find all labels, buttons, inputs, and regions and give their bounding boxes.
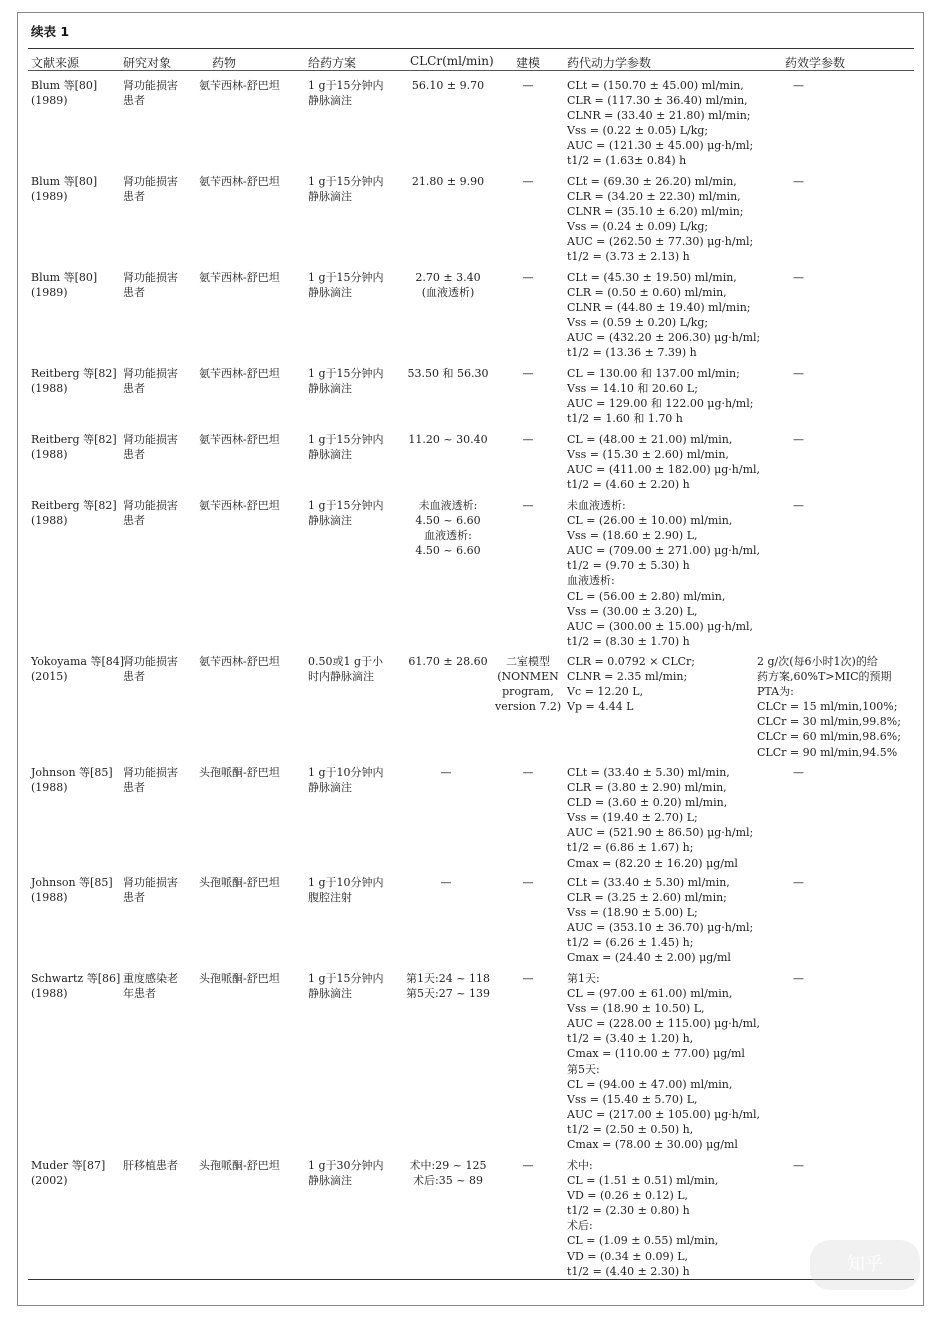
pk-params-cell-line: CLNR = (33.40 ± 21.80) ml/min; bbox=[567, 109, 751, 123]
pk-params-cell-line: CL = (1.09 ± 0.55) ml/min, bbox=[567, 1234, 719, 1248]
pk-params-cell-line: CLR = (0.50 ± 0.60) ml/min, bbox=[567, 286, 727, 300]
subject-cell bbox=[123, 875, 178, 905]
drug-cell-line: 头孢哌酮-舒巴坦 bbox=[199, 1159, 280, 1172]
subject-cell bbox=[123, 765, 178, 795]
header-model: 建模 bbox=[516, 56, 541, 70]
pk-params-cell-line: 未血液透析: bbox=[567, 499, 626, 512]
source-cell-line: (1988) bbox=[31, 514, 68, 528]
source-cell bbox=[31, 498, 117, 528]
clcr-cell bbox=[402, 174, 494, 189]
drug-cell bbox=[199, 78, 280, 93]
drug-cell-line: 氨苄西林-舒巴坦 bbox=[199, 271, 280, 284]
subject-cell-line: 患者 bbox=[123, 514, 145, 528]
pk-params-cell-line: t1/2 = (6.26 ± 1.45) h; bbox=[567, 936, 694, 950]
model-cell-line: — bbox=[522, 175, 534, 188]
clcr-cell bbox=[402, 1158, 494, 1188]
pk-params-cell-line: t1/2 = (1.63± 0.84) h bbox=[567, 154, 687, 168]
source-cell-line: (2002) bbox=[31, 1174, 68, 1188]
regimen-cell-line: 静脉滴注 bbox=[308, 1174, 352, 1188]
pk-params-cell bbox=[567, 875, 753, 966]
regimen-cell-line: 静脉滴注 bbox=[308, 190, 352, 204]
drug-cell bbox=[199, 971, 280, 986]
clcr-cell bbox=[402, 78, 494, 93]
source-cell-line: (2015) bbox=[31, 670, 68, 684]
source-cell-line: (1988) bbox=[31, 382, 68, 396]
pk-params-cell-line: Cmax = (82.20 ± 16.20) μg/ml bbox=[567, 856, 738, 870]
regimen-cell-line: 1 g于30分钟内 bbox=[308, 1159, 384, 1172]
pk-params-cell-line: t1/2 = (2.30 ± 0.80) h bbox=[567, 1204, 690, 1218]
subject-cell-line: 患者 bbox=[123, 448, 145, 462]
clcr-cell-line: 53.50 和 56.30 bbox=[407, 367, 489, 380]
table-title: 续表 1 bbox=[31, 24, 70, 39]
pk-params-cell-line: CLt = (45.30 ± 19.50) ml/min, bbox=[567, 271, 737, 284]
regimen-cell-line: 腹腔注射 bbox=[308, 891, 352, 905]
pk-params-cell-line: t1/2 = (9.70 ± 5.30) h bbox=[567, 559, 690, 573]
pk-params-cell-line: Vss = (0.22 ± 0.05) L/kg; bbox=[567, 124, 709, 138]
pk-params-cell-line: AUC = (300.00 ± 15.00) μg·h/ml, bbox=[567, 619, 754, 633]
drug-cell bbox=[199, 366, 280, 381]
source-cell bbox=[31, 270, 97, 300]
pd-params-cell-line: — bbox=[793, 499, 804, 512]
subject-cell-line: 患者 bbox=[123, 781, 145, 795]
pk-params-cell-line: t1/2 = 1.60 和 1.70 h bbox=[567, 412, 683, 426]
pk-params-cell-line: Vss = (18.90 ± 10.50) L, bbox=[567, 1002, 705, 1016]
subject-cell-line: 肾功能损害 bbox=[123, 499, 178, 512]
source-cell bbox=[31, 366, 117, 396]
drug-cell-line: 氨苄西林-舒巴坦 bbox=[199, 175, 280, 188]
model-cell-line: — bbox=[522, 972, 534, 985]
pk-params-cell bbox=[567, 498, 760, 649]
clcr-cell bbox=[402, 432, 494, 447]
pk-params-cell-line: Cmax = (110.00 ± 77.00) μg/ml bbox=[567, 1047, 745, 1061]
pk-params-cell-line: CL = (94.00 ± 47.00) ml/min, bbox=[567, 1077, 733, 1091]
pk-params-cell-line: Vss = 14.10 和 20.60 L; bbox=[567, 382, 698, 396]
regimen-cell-line: 1 g于15分钟内 bbox=[308, 972, 384, 985]
pk-params-cell-line: CLR = (3.25 ± 2.60) ml/min; bbox=[567, 891, 727, 905]
regimen-cell-line: 1 g于15分钟内 bbox=[308, 367, 384, 380]
subject-cell-line: 年患者 bbox=[123, 987, 156, 1001]
source-cell bbox=[31, 765, 113, 795]
pd-params-cell-line: — bbox=[793, 367, 804, 380]
pk-params-cell-line: CLt = (150.70 ± 45.00) ml/min, bbox=[567, 79, 744, 92]
pd-params-cell-line: 药方案,60%T>MIC的预期 bbox=[757, 670, 892, 684]
source-cell-line: Reitberg 等[82] bbox=[31, 433, 117, 446]
drug-cell-line: 头孢哌酮-舒巴坦 bbox=[199, 766, 280, 779]
subject-cell bbox=[123, 1158, 178, 1173]
subject-cell bbox=[123, 432, 178, 462]
model-cell-line: — bbox=[522, 79, 534, 92]
pk-params-cell bbox=[567, 1158, 718, 1279]
source-cell-line: Blum 等[80] bbox=[31, 79, 98, 92]
clcr-cell-line: 第5天:27 ~ 139 bbox=[406, 987, 490, 1001]
pk-params-cell-line: CL = (56.00 ± 2.80) ml/min, bbox=[567, 589, 726, 603]
source-cell-line: (1989) bbox=[31, 286, 68, 300]
pd-params-cell-line: PTA为: bbox=[757, 685, 794, 699]
pk-params-cell bbox=[567, 971, 760, 1152]
regimen-cell-line: 静脉滴注 bbox=[308, 987, 352, 1001]
drug-cell-line: 氨苄西林-舒巴坦 bbox=[199, 79, 280, 92]
pk-params-cell-line: Vss = (18.90 ± 5.00) L; bbox=[567, 906, 698, 920]
pk-params-cell-line: AUC = (121.30 ± 45.00) μg·h/ml; bbox=[567, 139, 754, 153]
pk-params-cell-line: CLD = (3.60 ± 0.20) ml/min, bbox=[567, 796, 728, 810]
regimen-cell bbox=[308, 875, 384, 905]
subject-cell-line: 肾功能损害 bbox=[123, 367, 178, 380]
pk-params-cell-line: CLt = (33.40 ± 5.30) ml/min, bbox=[567, 766, 730, 779]
subject-cell bbox=[123, 498, 178, 528]
regimen-cell bbox=[308, 498, 384, 528]
regimen-cell-line: 静脉滴注 bbox=[308, 514, 352, 528]
clcr-cell-line: 61.70 ± 28.60 bbox=[408, 655, 488, 668]
subject-cell bbox=[123, 654, 178, 684]
pd-params-cell-line: CLCr = 30 ml/min,99.8%; bbox=[757, 715, 901, 729]
drug-cell bbox=[199, 174, 280, 189]
pk-params-cell-line: 第1天: bbox=[567, 972, 600, 985]
model-cell-line: — bbox=[522, 271, 534, 284]
pd-params-cell-line: 2 g/次(每6小时1次)的给 bbox=[757, 655, 878, 668]
pd-params-cell bbox=[793, 366, 804, 381]
drug-cell bbox=[199, 654, 280, 669]
subject-cell-line: 肾功能损害 bbox=[123, 655, 178, 668]
model-cell-line: version 7.2) bbox=[495, 700, 562, 714]
regimen-cell bbox=[308, 366, 384, 396]
model-cell bbox=[495, 432, 561, 447]
pk-params-cell-line: 第5天: bbox=[567, 1062, 600, 1076]
pk-params-cell-line: CLNR = (44.80 ± 19.40) ml/min; bbox=[567, 301, 751, 315]
model-cell bbox=[495, 875, 561, 890]
clcr-cell-line: 4.50 ~ 6.60 bbox=[415, 514, 481, 528]
header-regimen: 给药方案 bbox=[308, 56, 357, 70]
regimen-cell-line: 1 g于10分钟内 bbox=[308, 876, 384, 889]
regimen-cell-line: 静脉滴注 bbox=[308, 382, 352, 396]
pk-params-cell-line: Vss = (18.60 ± 2.90) L, bbox=[567, 529, 698, 543]
clcr-cell bbox=[402, 765, 490, 780]
source-cell-line: (1988) bbox=[31, 987, 68, 1001]
model-cell bbox=[495, 971, 561, 986]
clcr-cell bbox=[402, 875, 490, 890]
source-cell-line: (1988) bbox=[31, 891, 68, 905]
pk-params-cell-line: Vss = (0.24 ± 0.09) L/kg; bbox=[567, 220, 709, 234]
model-cell bbox=[495, 498, 561, 513]
drug-cell-line: 氨苄西林-舒巴坦 bbox=[199, 499, 280, 512]
regimen-cell bbox=[308, 1158, 384, 1188]
subject-cell bbox=[123, 971, 178, 1001]
pd-params-cell-line: CLCr = 60 ml/min,98.6%; bbox=[757, 730, 901, 744]
pd-params-cell-line: — bbox=[793, 175, 804, 188]
source-cell-line: (1989) bbox=[31, 94, 68, 108]
subject-cell bbox=[123, 174, 178, 204]
model-cell-line: — bbox=[522, 499, 534, 512]
source-cell bbox=[31, 432, 117, 462]
pk-params-cell-line: AUC = (411.00 ± 182.00) μg·h/ml, bbox=[567, 463, 761, 477]
top-rule bbox=[28, 48, 914, 49]
clcr-cell bbox=[402, 654, 494, 669]
pk-params-cell-line: AUC = (353.10 ± 36.70) μg·h/ml; bbox=[567, 921, 754, 935]
regimen-cell bbox=[308, 78, 384, 108]
pd-params-cell bbox=[793, 971, 804, 986]
pk-params-cell-line: 血液透析: bbox=[567, 574, 615, 588]
drug-cell bbox=[199, 1158, 280, 1173]
pk-params-cell-line: AUC = (262.50 ± 77.30) μg·h/ml; bbox=[567, 235, 754, 249]
pk-params-cell-line: AUC = (228.00 ± 115.00) μg·h/ml, bbox=[567, 1017, 761, 1031]
model-cell-line: — bbox=[522, 766, 534, 779]
clcr-cell-line: 21.80 ± 9.90 bbox=[411, 175, 485, 188]
pk-params-cell-line: Vc = 12.20 L, bbox=[567, 685, 644, 699]
model-cell-line: program, bbox=[502, 685, 554, 699]
pd-params-cell-line: — bbox=[793, 972, 804, 985]
pk-params-cell-line: CLR = 0.0792 × CLCr; bbox=[567, 655, 696, 668]
pd-params-cell-line: CLCr = 90 ml/min,94.5% bbox=[757, 745, 898, 759]
header-drug: 药物 bbox=[212, 56, 237, 70]
pd-params-cell bbox=[793, 1158, 804, 1173]
subject-cell-line: 肾功能损害 bbox=[123, 433, 178, 446]
pk-params-cell-line: CL = 130.00 和 137.00 ml/min; bbox=[567, 367, 740, 380]
pd-params-cell bbox=[793, 765, 804, 780]
regimen-cell bbox=[308, 270, 384, 300]
regimen-cell bbox=[308, 432, 384, 462]
subject-cell bbox=[123, 78, 178, 108]
pk-params-cell bbox=[567, 366, 753, 426]
bottom-rule bbox=[28, 1279, 914, 1280]
model-cell bbox=[495, 1158, 561, 1173]
regimen-cell-line: 1 g于15分钟内 bbox=[308, 175, 384, 188]
regimen-cell bbox=[308, 174, 384, 204]
drug-cell bbox=[199, 498, 280, 513]
clcr-cell-line: — bbox=[440, 876, 452, 889]
clcr-cell-line: 未血液透析: bbox=[418, 499, 478, 512]
clcr-cell-line: 4.50 ~ 6.60 bbox=[415, 544, 481, 558]
pk-params-cell-line: Cmax = (78.00 ± 30.00) μg/ml bbox=[567, 1138, 738, 1152]
pk-params-cell-line: Vss = (15.30 ± 2.60) ml/min, bbox=[567, 448, 729, 462]
source-cell bbox=[31, 971, 120, 1001]
clcr-cell-line: 血液透析: bbox=[424, 529, 472, 543]
clcr-cell bbox=[402, 971, 494, 1001]
pd-params-cell-line: — bbox=[793, 1159, 804, 1172]
pk-params-cell-line: AUC = (217.00 ± 105.00) μg·h/ml, bbox=[567, 1107, 761, 1121]
pk-params-cell bbox=[567, 765, 753, 871]
pd-params-cell-line: — bbox=[793, 433, 804, 446]
clcr-cell-line: 2.70 ± 3.40 bbox=[415, 271, 481, 284]
pk-params-cell-line: AUC = 129.00 和 122.00 μg·h/ml; bbox=[567, 397, 754, 411]
source-cell-line: Muder 等[87] bbox=[31, 1159, 106, 1172]
source-cell-line: Schwartz 等[86] bbox=[31, 972, 121, 985]
pk-params-cell-line: Vss = (30.00 ± 3.20) L, bbox=[567, 604, 698, 618]
pd-params-cell bbox=[793, 875, 804, 890]
source-cell-line: Reitberg 等[82] bbox=[31, 499, 117, 512]
pk-params-cell-line: AUC = (709.00 ± 271.00) μg·h/ml, bbox=[567, 544, 761, 558]
pk-params-cell-line: CLR = (3.80 ± 2.90) ml/min, bbox=[567, 781, 727, 795]
source-cell-line: Yokoyama 等[84] bbox=[31, 655, 125, 668]
pd-params-cell bbox=[757, 654, 901, 760]
regimen-cell-line: 静脉滴注 bbox=[308, 448, 352, 462]
model-cell bbox=[495, 270, 561, 285]
header-subject: 研究对象 bbox=[123, 56, 172, 70]
pk-params-cell bbox=[567, 432, 760, 492]
regimen-cell-line: 静脉滴注 bbox=[308, 94, 352, 108]
clcr-cell-line: 术后:35 ~ 89 bbox=[413, 1174, 483, 1188]
pk-params-cell-line: CL = (1.51 ± 0.51) ml/min, bbox=[567, 1174, 719, 1188]
pk-params-cell-line: AUC = (521.90 ± 86.50) μg·h/ml; bbox=[567, 826, 754, 840]
clcr-cell-line: 术中:29 ~ 125 bbox=[409, 1159, 487, 1172]
model-cell-line: — bbox=[522, 1159, 534, 1172]
model-cell bbox=[495, 654, 561, 714]
regimen-cell-line: 1 g于15分钟内 bbox=[308, 271, 384, 284]
clcr-cell bbox=[402, 366, 494, 381]
clcr-cell-line: 56.10 ± 9.70 bbox=[411, 79, 485, 92]
source-cell-line: Johnson 等[85] bbox=[31, 766, 113, 779]
pk-params-cell-line: 术中: bbox=[567, 1159, 593, 1172]
drug-cell bbox=[199, 765, 280, 780]
pk-params-cell bbox=[567, 270, 760, 361]
subject-cell-line: 重度感染老 bbox=[123, 972, 178, 985]
clcr-cell bbox=[402, 498, 494, 558]
source-cell-line: (1989) bbox=[31, 190, 68, 204]
regimen-cell-line: 1 g于15分钟内 bbox=[308, 499, 384, 512]
pk-params-cell bbox=[567, 78, 753, 169]
pk-params-cell-line: VD = (0.34 ± 0.09) L, bbox=[567, 1249, 689, 1263]
model-cell-line: — bbox=[522, 876, 534, 889]
regimen-cell-line: 0.50或1 g于小 bbox=[308, 655, 384, 668]
subject-cell bbox=[123, 366, 178, 396]
pk-params-cell-line: 术后: bbox=[567, 1219, 593, 1233]
subject-cell-line: 肾功能损害 bbox=[123, 271, 178, 284]
pk-params-cell-line: CL = (48.00 ± 21.00) ml/min, bbox=[567, 433, 733, 446]
subject-cell-line: 患者 bbox=[123, 382, 145, 396]
pk-params-cell-line: CL = (97.00 ± 61.00) ml/min, bbox=[567, 987, 733, 1001]
pk-params-cell-line: t1/2 = (13.36 ± 7.39) h bbox=[567, 346, 697, 360]
drug-cell-line: 氨苄西林-舒巴坦 bbox=[199, 433, 280, 446]
model-cell-line: (NONMEN bbox=[497, 670, 559, 684]
subject-cell-line: 肾功能损害 bbox=[123, 79, 178, 92]
pk-params-cell-line: CLNR = 2.35 ml/min; bbox=[567, 670, 688, 684]
drug-cell bbox=[199, 875, 280, 890]
pk-params-cell-line: VD = (0.26 ± 0.12) L, bbox=[567, 1189, 689, 1203]
source-cell bbox=[31, 174, 97, 204]
pd-params-cell-line: — bbox=[793, 876, 804, 889]
regimen-cell-line: 1 g于10分钟内 bbox=[308, 766, 384, 779]
clcr-cell bbox=[402, 270, 494, 300]
regimen-cell-line: 1 g于15分钟内 bbox=[308, 79, 384, 92]
source-cell-line: Reitberg 等[82] bbox=[31, 367, 117, 380]
pk-params-cell-line: CLR = (117.30 ± 36.40) ml/min, bbox=[567, 94, 748, 108]
model-cell bbox=[495, 174, 561, 189]
pk-params-cell bbox=[567, 174, 753, 265]
pk-params-cell-line: CLt = (33.40 ± 5.30) ml/min, bbox=[567, 876, 730, 889]
pd-params-cell-line: — bbox=[793, 79, 804, 92]
source-cell-line: Blum 等[80] bbox=[31, 175, 98, 188]
pk-params-cell-line: CL = (26.00 ± 10.00) ml/min, bbox=[567, 514, 733, 528]
header-clcr: CLCr(ml/min) bbox=[410, 54, 494, 68]
pd-params-cell bbox=[793, 174, 804, 189]
pd-params-cell-line: — bbox=[793, 271, 804, 284]
model-cell-line: — bbox=[522, 367, 534, 380]
regimen-cell-line: 1 g于15分钟内 bbox=[308, 433, 384, 446]
drug-cell bbox=[199, 432, 280, 447]
pk-params-cell-line: Vss = (0.59 ± 0.20) L/kg; bbox=[567, 316, 709, 330]
model-cell bbox=[495, 765, 561, 780]
pk-params-cell-line: CLR = (34.20 ± 22.30) ml/min, bbox=[567, 190, 741, 204]
subject-cell-line: 患者 bbox=[123, 286, 145, 300]
pd-params-cell-line: — bbox=[793, 766, 804, 779]
pk-params-cell-line: CLt = (69.30 ± 26.20) ml/min, bbox=[567, 175, 737, 188]
pd-params-cell bbox=[793, 78, 804, 93]
pk-params-cell-line: Vss = (19.40 ± 2.70) L; bbox=[567, 811, 698, 825]
model-cell-line: — bbox=[522, 433, 534, 446]
subject-cell-line: 肾功能损害 bbox=[123, 175, 178, 188]
pd-params-cell bbox=[793, 270, 804, 285]
subject-cell-line: 肾功能损害 bbox=[123, 876, 178, 889]
pd-params-cell bbox=[793, 432, 804, 447]
clcr-cell-line: — bbox=[440, 766, 452, 779]
watermark: 知乎 bbox=[810, 1240, 920, 1290]
pk-params-cell-line: Cmax = (24.40 ± 2.00) μg/ml bbox=[567, 951, 731, 965]
pk-params-cell-line: t1/2 = (6.86 ± 1.67) h; bbox=[567, 841, 694, 855]
pk-params-cell-line: Vp = 4.44 L bbox=[567, 700, 634, 714]
source-cell-line: Johnson 等[85] bbox=[31, 876, 113, 889]
model-cell bbox=[495, 78, 561, 93]
model-cell-line: 二室模型 bbox=[506, 655, 550, 668]
clcr-cell-line: 第1天:24 ~ 118 bbox=[406, 972, 490, 985]
drug-cell-line: 头孢哌酮-舒巴坦 bbox=[199, 876, 280, 889]
pk-params-cell-line: t1/2 = (2.50 ± 0.50) h, bbox=[567, 1122, 694, 1136]
pk-params-cell bbox=[567, 654, 695, 714]
pk-params-cell-line: Vss = (15.40 ± 5.70) L, bbox=[567, 1092, 698, 1106]
pd-params-cell-line: CLCr = 15 ml/min,100%; bbox=[757, 700, 898, 714]
pk-params-cell-line: CLNR = (35.10 ± 6.20) ml/min; bbox=[567, 205, 744, 219]
regimen-cell-line: 静脉滴注 bbox=[308, 781, 352, 795]
pk-params-cell-line: AUC = (432.20 ± 206.30) μg·h/ml; bbox=[567, 331, 761, 345]
header-pk: 药代动力学参数 bbox=[567, 56, 652, 70]
clcr-cell-line: 11.20 ~ 30.40 bbox=[408, 433, 488, 446]
drug-cell-line: 氨苄西林-舒巴坦 bbox=[199, 367, 280, 380]
drug-cell bbox=[199, 270, 280, 285]
subject-cell-line: 肝移植患者 bbox=[123, 1159, 178, 1172]
subject-cell-line: 患者 bbox=[123, 94, 145, 108]
pk-params-cell-line: t1/2 = (8.30 ± 1.70) h bbox=[567, 634, 690, 648]
source-cell bbox=[31, 875, 113, 905]
header-pd: 药效学参数 bbox=[785, 56, 846, 70]
subject-cell-line: 肾功能损害 bbox=[123, 766, 178, 779]
subject-cell-line: 患者 bbox=[123, 891, 145, 905]
regimen-cell-line: 时内静脉滴注 bbox=[308, 670, 374, 684]
regimen-cell bbox=[308, 765, 384, 795]
source-cell-line: Blum 等[80] bbox=[31, 271, 98, 284]
header-source: 文献来源 bbox=[31, 56, 80, 70]
subject-cell bbox=[123, 270, 178, 300]
regimen-cell bbox=[308, 971, 384, 1001]
regimen-cell-line: 静脉滴注 bbox=[308, 286, 352, 300]
source-cell bbox=[31, 1158, 105, 1188]
pd-params-cell bbox=[793, 498, 804, 513]
source-cell-line: (1988) bbox=[31, 781, 68, 795]
drug-cell-line: 氨苄西林-舒巴坦 bbox=[199, 655, 280, 668]
source-cell bbox=[31, 78, 97, 108]
pk-params-cell-line: t1/2 = (4.60 ± 2.20) h bbox=[567, 478, 690, 492]
subject-cell-line: 患者 bbox=[123, 670, 145, 684]
pk-params-cell-line: t1/2 = (3.73 ± 2.13) h bbox=[567, 250, 690, 264]
source-cell bbox=[31, 654, 124, 684]
model-cell bbox=[495, 366, 561, 381]
regimen-cell bbox=[308, 654, 383, 684]
clcr-cell-line: (血液透析) bbox=[421, 286, 475, 300]
drug-cell-line: 头孢哌酮-舒巴坦 bbox=[199, 972, 280, 985]
pk-params-cell-line: t1/2 = (3.40 ± 1.20) h, bbox=[567, 1032, 694, 1046]
subject-cell-line: 患者 bbox=[123, 190, 145, 204]
pk-params-cell-line: t1/2 = (4.40 ± 2.30) h bbox=[567, 1264, 690, 1278]
source-cell-line: (1988) bbox=[31, 448, 68, 462]
